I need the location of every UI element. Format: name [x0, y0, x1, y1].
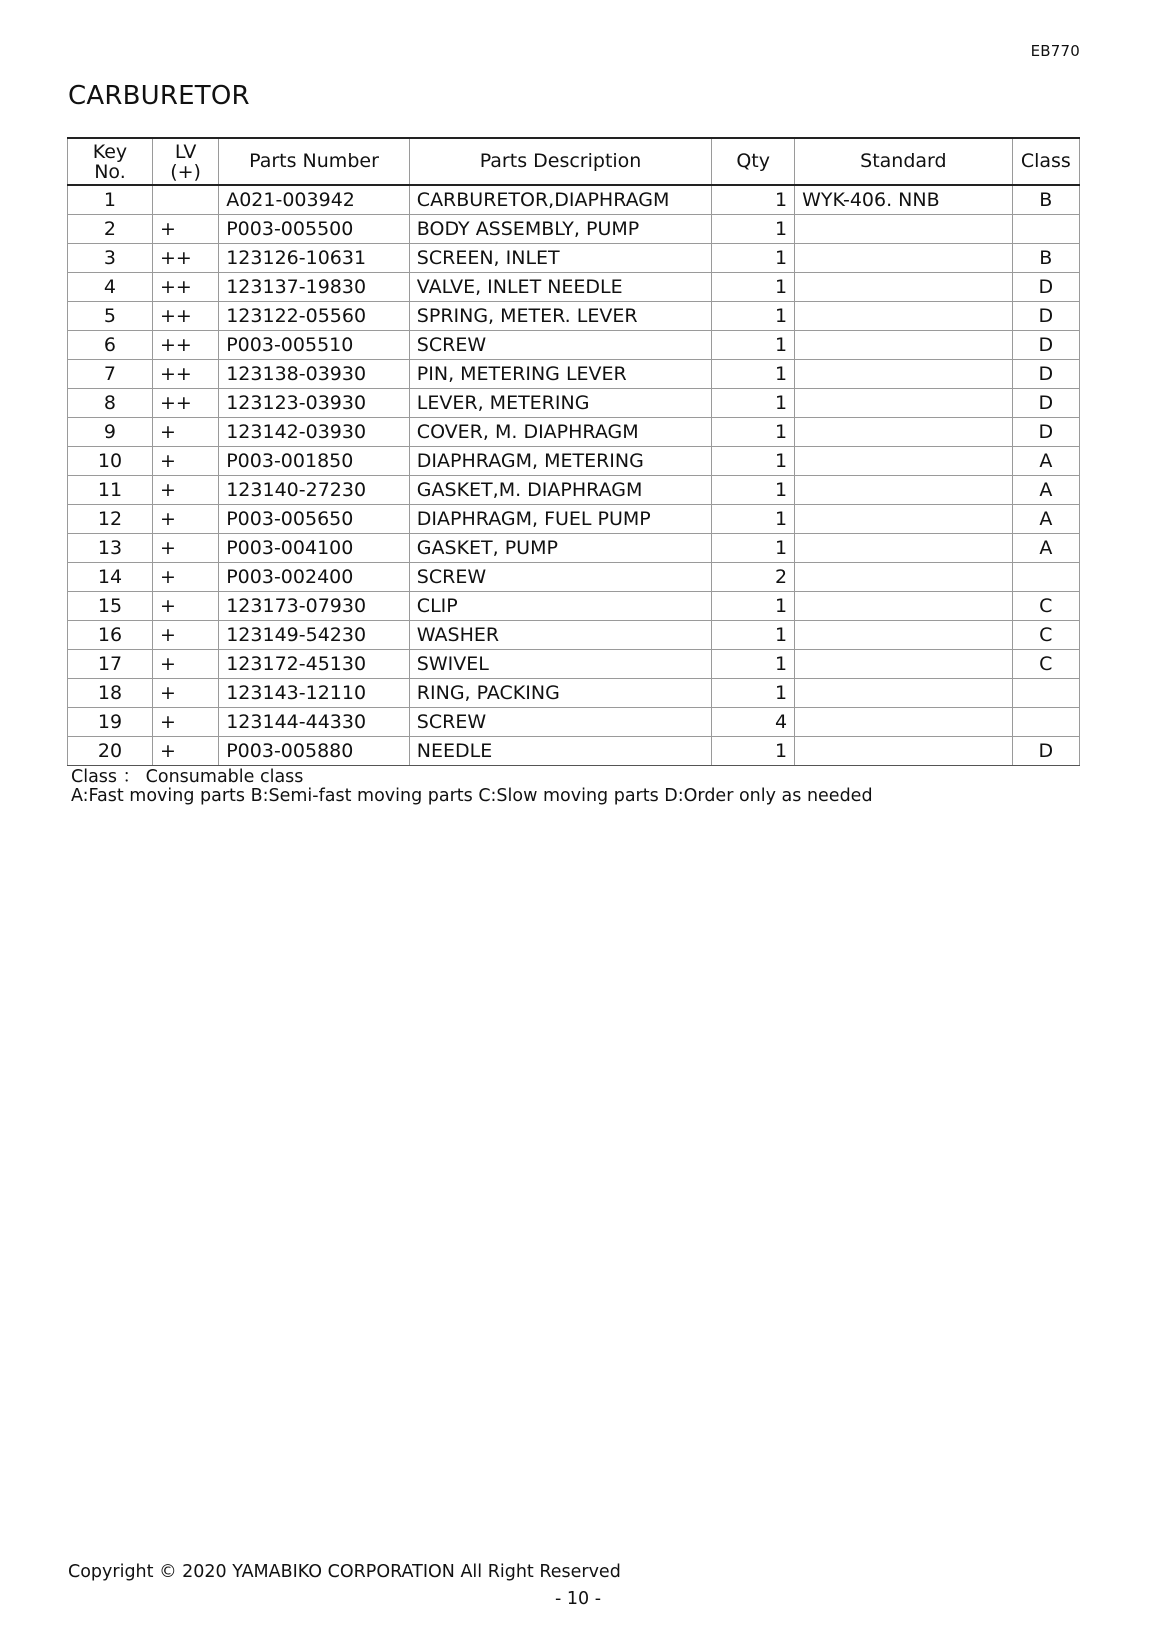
- page-title: CARBURETOR: [68, 81, 250, 111]
- table-row: [68, 417, 1080, 446]
- cell-parts-number: P003-005510: [219, 330, 410, 359]
- cell-class: C: [1012, 620, 1079, 649]
- table-row: [68, 475, 1080, 504]
- cell-key-no: 3: [68, 243, 153, 272]
- cell-parts-number: A021-003942: [219, 185, 410, 214]
- cell-parts-description: NEEDLE: [409, 736, 711, 765]
- cell-class: A: [1012, 533, 1079, 562]
- cell-parts-description: PIN, METERING LEVER: [409, 359, 711, 388]
- cell-class: D: [1012, 417, 1079, 446]
- cell-key-no: 17: [68, 649, 153, 678]
- cell-parts-number: 123140-27230: [219, 475, 410, 504]
- cell-standard: WYK-406. NNB: [795, 185, 1013, 214]
- cell-lv: +: [152, 533, 218, 562]
- cell-key-no: 9: [68, 417, 153, 446]
- cell-parts-description: SCREEN, INLET: [409, 243, 711, 272]
- cell-lv: +: [152, 475, 218, 504]
- cell-qty: 1: [712, 649, 795, 678]
- cell-qty: 1: [712, 388, 795, 417]
- table-row: [68, 649, 1080, 678]
- cell-standard: [795, 533, 1013, 562]
- table-row: [68, 591, 1080, 620]
- cell-key-no: 2: [68, 214, 153, 243]
- cell-class: C: [1012, 649, 1079, 678]
- table-row: [68, 707, 1080, 736]
- cell-standard: [795, 301, 1013, 330]
- cell-parts-number: 123138-03930: [219, 359, 410, 388]
- cell-key-no: 5: [68, 301, 153, 330]
- cell-lv: +: [152, 736, 218, 765]
- table-row: [68, 301, 1080, 330]
- cell-key-no: 4: [68, 272, 153, 301]
- cell-parts-description: SWIVEL: [409, 649, 711, 678]
- cell-standard: [795, 678, 1013, 707]
- cell-key-no: 18: [68, 678, 153, 707]
- cell-qty: 1: [712, 475, 795, 504]
- cell-standard: [795, 359, 1013, 388]
- cell-key-no: 15: [68, 591, 153, 620]
- cell-qty: 1: [712, 272, 795, 301]
- cell-key-no: 1: [68, 185, 153, 214]
- table-row: [68, 330, 1080, 359]
- cell-lv: ++: [152, 359, 218, 388]
- cell-lv: +: [152, 562, 218, 591]
- header-lv-line1: LV: [174, 140, 197, 163]
- cell-key-no: 8: [68, 388, 153, 417]
- table-row: [68, 504, 1080, 533]
- table-row: [68, 446, 1080, 475]
- cell-parts-description: COVER, M. DIAPHRAGM: [409, 417, 711, 446]
- cell-parts-description: SPRING, METER. LEVER: [409, 301, 711, 330]
- cell-class: [1012, 707, 1079, 736]
- cell-qty: 1: [712, 446, 795, 475]
- cell-lv: +: [152, 707, 218, 736]
- header-qty: Qty: [712, 138, 795, 185]
- parts-table-body: [68, 185, 1080, 765]
- cell-standard: [795, 707, 1013, 736]
- cell-class: D: [1012, 272, 1079, 301]
- cell-standard: [795, 388, 1013, 417]
- cell-parts-description: LEVER, METERING: [409, 388, 711, 417]
- cell-parts-description: GASKET, PUMP: [409, 533, 711, 562]
- table-row: [68, 562, 1080, 591]
- cell-parts-description: SCREW: [409, 707, 711, 736]
- header-parts-description: Parts Description: [409, 138, 711, 185]
- cell-lv: +: [152, 214, 218, 243]
- cell-lv: ++: [152, 301, 218, 330]
- cell-parts-description: WASHER: [409, 620, 711, 649]
- cell-class: D: [1012, 301, 1079, 330]
- cell-parts-number: 123122-05560: [219, 301, 410, 330]
- cell-key-no: 7: [68, 359, 153, 388]
- cell-lv: +: [152, 649, 218, 678]
- table-row: [68, 388, 1080, 417]
- cell-lv: [152, 185, 218, 214]
- cell-parts-description: VALVE, INLET NEEDLE: [409, 272, 711, 301]
- cell-lv: ++: [152, 243, 218, 272]
- document-code: EB770: [1030, 42, 1080, 60]
- cell-parts-description: GASKET,M. DIAPHRAGM: [409, 475, 711, 504]
- cell-key-no: 12: [68, 504, 153, 533]
- cell-qty: 1: [712, 359, 795, 388]
- cell-parts-description: RING, PACKING: [409, 678, 711, 707]
- table-row: [68, 214, 1080, 243]
- cell-parts-number: 123126-10631: [219, 243, 410, 272]
- cell-key-no: 10: [68, 446, 153, 475]
- cell-parts-number: P003-001850: [219, 446, 410, 475]
- cell-qty: 1: [712, 533, 795, 562]
- cell-class: A: [1012, 504, 1079, 533]
- cell-standard: [795, 620, 1013, 649]
- table-row: [68, 243, 1080, 272]
- table-row: [68, 533, 1080, 562]
- cell-parts-description: DIAPHRAGM, FUEL PUMP: [409, 504, 711, 533]
- header-lv: [152, 138, 218, 185]
- cell-class: D: [1012, 330, 1079, 359]
- cell-qty: 1: [712, 678, 795, 707]
- cell-class: [1012, 562, 1079, 591]
- cell-standard: [795, 272, 1013, 301]
- cell-lv: ++: [152, 272, 218, 301]
- cell-standard: [795, 446, 1013, 475]
- table-row: [68, 185, 1080, 214]
- cell-parts-number: 123173-07930: [219, 591, 410, 620]
- cell-qty: 1: [712, 620, 795, 649]
- cell-parts-number: 123149-54230: [219, 620, 410, 649]
- cell-standard: [795, 504, 1013, 533]
- cell-lv: ++: [152, 388, 218, 417]
- cell-qty: 1: [712, 214, 795, 243]
- header-key-no-line2: No.: [94, 160, 126, 183]
- cell-standard: [795, 417, 1013, 446]
- cell-standard: [795, 591, 1013, 620]
- table-row: [68, 359, 1080, 388]
- cell-key-no: 11: [68, 475, 153, 504]
- table-header-row: [68, 138, 1080, 185]
- cell-parts-number: 123172-45130: [219, 649, 410, 678]
- cell-parts-description: SCREW: [409, 330, 711, 359]
- parts-table: [67, 137, 1080, 766]
- cell-key-no: 14: [68, 562, 153, 591]
- cell-standard: [795, 475, 1013, 504]
- cell-standard: [795, 330, 1013, 359]
- cell-parts-description: CLIP: [409, 591, 711, 620]
- cell-lv: ++: [152, 330, 218, 359]
- cell-parts-description: DIAPHRAGM, METERING: [409, 446, 711, 475]
- class-legend: [71, 768, 873, 806]
- cell-parts-number: 123144-44330: [219, 707, 410, 736]
- cell-lv: +: [152, 678, 218, 707]
- header-class: Class: [1012, 138, 1079, 185]
- cell-qty: 1: [712, 417, 795, 446]
- cell-qty: 4: [712, 707, 795, 736]
- cell-parts-number: 123142-03930: [219, 417, 410, 446]
- header-parts-number: Parts Number: [219, 138, 410, 185]
- legend-line-class: Class ： Consumable class: [71, 767, 304, 787]
- header-key-no: [68, 138, 153, 185]
- cell-class: C: [1012, 591, 1079, 620]
- cell-standard: [795, 736, 1013, 765]
- cell-class: A: [1012, 446, 1079, 475]
- cell-class: D: [1012, 736, 1079, 765]
- table-row: [68, 678, 1080, 707]
- cell-qty: 1: [712, 504, 795, 533]
- cell-key-no: 16: [68, 620, 153, 649]
- cell-lv: +: [152, 620, 218, 649]
- cell-parts-number: P003-002400: [219, 562, 410, 591]
- header-standard: Standard: [795, 138, 1013, 185]
- cell-lv: +: [152, 591, 218, 620]
- table-row: [68, 736, 1080, 765]
- cell-parts-number: P003-004100: [219, 533, 410, 562]
- header-lv-line2: (+): [170, 160, 201, 183]
- cell-parts-number: 123123-03930: [219, 388, 410, 417]
- cell-parts-number: P003-005650: [219, 504, 410, 533]
- cell-qty: 1: [712, 243, 795, 272]
- cell-class: B: [1012, 243, 1079, 272]
- cell-qty: 1: [712, 591, 795, 620]
- legend-line-definitions: A:Fast moving parts B:Semi-fast moving parts C:Slow moving parts D:Order only as needed: [71, 786, 873, 806]
- cell-parts-number: 123137-19830: [219, 272, 410, 301]
- cell-class: D: [1012, 388, 1079, 417]
- header-key-no-line1: Key: [92, 140, 128, 163]
- cell-qty: 1: [712, 330, 795, 359]
- cell-key-no: 13: [68, 533, 153, 562]
- cell-qty: 2: [712, 562, 795, 591]
- cell-class: A: [1012, 475, 1079, 504]
- cell-qty: 1: [712, 185, 795, 214]
- cell-key-no: 19: [68, 707, 153, 736]
- cell-standard: [795, 214, 1013, 243]
- cell-class: [1012, 214, 1079, 243]
- cell-standard: [795, 649, 1013, 678]
- cell-class: [1012, 678, 1079, 707]
- cell-parts-description: CARBURETOR,DIAPHRAGM: [409, 185, 711, 214]
- table-row: [68, 620, 1080, 649]
- cell-standard: [795, 243, 1013, 272]
- cell-standard: [795, 562, 1013, 591]
- cell-lv: +: [152, 446, 218, 475]
- cell-key-no: 20: [68, 736, 153, 765]
- cell-parts-number: 123143-12110: [219, 678, 410, 707]
- cell-qty: 1: [712, 736, 795, 765]
- cell-parts-description: SCREW: [409, 562, 711, 591]
- page-number: - 10 -: [555, 1589, 602, 1609]
- cell-lv: +: [152, 417, 218, 446]
- cell-key-no: 6: [68, 330, 153, 359]
- cell-class: D: [1012, 359, 1079, 388]
- table-row: [68, 272, 1080, 301]
- copyright-notice: Copyright © 2020 YAMABIKO CORPORATION All Right Reserved: [68, 1562, 621, 1582]
- cell-parts-number: P003-005500: [219, 214, 410, 243]
- cell-parts-number: P003-005880: [219, 736, 410, 765]
- cell-qty: 1: [712, 301, 795, 330]
- cell-class: B: [1012, 185, 1079, 214]
- cell-lv: +: [152, 504, 218, 533]
- cell-parts-description: BODY ASSEMBLY, PUMP: [409, 214, 711, 243]
